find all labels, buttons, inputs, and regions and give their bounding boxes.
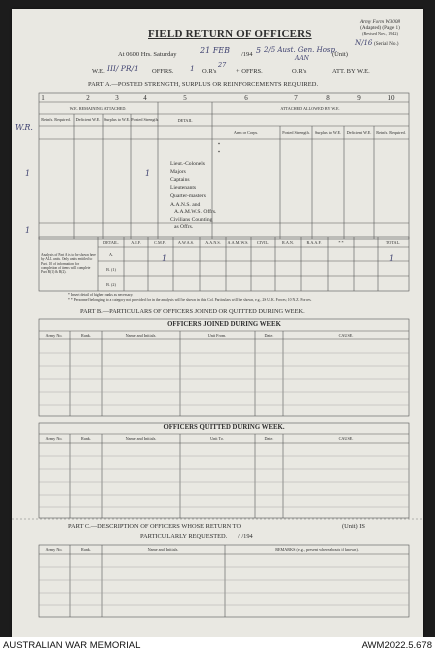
joined-col-head: Rank. [81,333,91,338]
hw-mark: 1 [145,169,151,178]
quitted-col-head: Army No. [45,436,63,441]
year-prefix: /194 [241,51,253,58]
form-ref: Army Form W3008 [359,19,401,25]
hw-year: 5 [256,46,262,55]
joined-col-head: Army No. [45,333,63,338]
analysis-col-head: A.A.M.W.S. [227,240,249,245]
col-num: 7 [294,94,298,102]
quitted-col-head: Unit To. [210,436,224,441]
col-num: 10 [387,94,395,102]
analysis-col-head: DETAIL. [103,240,119,245]
analysis-col-head: * * [338,240,344,245]
col-num: 5 [183,94,187,102]
form-ref-block [342,19,418,38]
asterisk-mark: * [217,151,221,156]
ors-label-2: O.R's [292,68,307,75]
hw-unit-sub: AAN [295,55,309,62]
detail-head: DETAIL [177,118,193,123]
col-num: 9 [357,94,361,102]
rank-label: Captains [170,177,190,183]
col-num: 2 [86,94,90,102]
col-num: 8 [326,94,330,102]
joined-col-head: Date. [264,333,274,338]
we-prefix: W.E. [92,68,105,75]
offrs-label: OFFRS. [152,68,174,75]
partc-col-head: Army No. [45,547,63,552]
serial-label: (Serial No.) [374,41,399,47]
col-num: 4 [143,94,147,102]
rank-label: Lieut.-Colonels [170,161,205,167]
rank-label: Lieutenants [170,185,197,191]
hw-date: 21 FEB [200,46,230,55]
quitted-col-head: Name and Initials. [125,436,157,441]
hw-mark: 1 [25,226,31,235]
att-col-head: Deficient W.E. [346,130,372,135]
att-col-head: Surplus to W.E. [314,130,342,135]
analysis-row: A. [108,252,114,257]
form-revised: (Revised Nov., 1942) [362,31,398,37]
quitted-col-head: Rank. [81,436,91,441]
hw-margin-note: W.R. [15,123,33,132]
serial-value: N/16 [355,39,373,47]
offrs-label-2: + OFFRS. [236,68,263,75]
part-c-heading-2: PARTICULARLY REQUESTED. [140,533,228,540]
rank-label: A.A.N.S. and [170,202,201,208]
we-group-label: W.E. REMAINING ATTACHED. [69,106,127,111]
joined-col-head: Unit From. [207,333,227,338]
rank-label: as Offrs. [174,224,194,230]
hw-mark: 1 [389,254,395,263]
analysis-col-head: CIVIL. [256,240,270,245]
quitted-col-head: CAUSE. [338,436,354,441]
rank-label: Quarter-masters [170,193,206,199]
att-label: ATT. BY W.E. [332,68,370,75]
footer-accession: AWM2022.5.678 [361,640,432,651]
quitted-title: OFFICERS QUITTED DURING WEEK. [163,424,285,431]
credit-footer [0,637,435,653]
analysis-note: Analysis of Part A is to be shown here by ALL units. Only units entitled to Part. 10 of information for completion of items will complete Part B(1) & B(2). [41,253,96,275]
we-col-head: Deficient W.E. [75,117,101,122]
partc-col-head: Rank. [81,547,91,552]
analysis-row: B. (2) [106,282,116,287]
we-col-head: Posted Strength. [131,117,159,122]
unit-label: (Unit) [332,51,348,58]
footnote-1: * Insert detail of higher ranks as necessary. [68,293,134,297]
col-num: 1 [41,94,45,102]
we-col-head: Surplus to W.E. [103,117,131,122]
attached-group-label: ATTACHED ALLOWED BY W.E. [280,106,340,111]
att-col-head: Posted Strength. [282,130,310,135]
analysis-col-head: C.M.F. [154,240,166,245]
att-col-head: Reinfs. Required. [376,130,406,135]
part-c-unit: (Unit) IS [342,523,365,530]
footnote-2: * * Personnel belonging to a category not provided for in the analysis will be shown in this Col. Particulars will be shown, e.g., 2S U.K. Forces; 10 N.Z. Forces. [68,298,312,302]
analysis-col-head: TOTAL. [385,240,401,245]
joined-title: OFFICERS JOINED DURING WEEK [167,321,281,328]
hw-ors: 27 [218,61,227,69]
form-adapted: (Adapted) (Page 1) [360,25,400,32]
we-col-head: Reinfs. Required. [41,117,71,122]
form-title: FIELD RETURN OF OFFICERS [148,28,312,40]
part-c-heading: PART C.—DESCRIPTION OF OFFICERS WHOSE RETURN TO [68,523,242,530]
hw-we: III/ PR/1 [107,64,139,73]
joined-col-head: Name and Initials. [125,333,157,338]
analysis-col-head: R.A.A.F. [306,240,322,245]
quitted-col-head: Date. [264,436,274,441]
analysis-row: B. (1) [106,267,116,272]
partc-col-head: REMARKS (e.g., present whereabouts if known). [275,547,359,552]
att-col-head: Arm or Corps. [233,130,259,135]
at-line: At 0600 Hrs. Saturday [118,51,177,58]
analysis-col-head: A.A.N.S. [205,240,221,245]
partc-col-head: Name and Initials. [147,547,179,552]
col-num: 6 [244,94,248,102]
rank-label: Civilians Counting [170,217,213,223]
hw-offrs: 1 [190,64,195,73]
joined-col-head: CAUSE. [338,333,354,338]
part-a-heading: PART A.—POSTED STRENGTH, SURPLUS OR REINFORCEMENTS REQUIRED. [88,81,319,88]
part-b-heading: PART B.—PARTICULARS OF OFFICERS JOINED OR QUITTED DURING WEEK. [80,308,305,315]
hw-mark: 1 [162,254,168,263]
rank-label: A.A.M.W.S. Offrs. [174,209,217,215]
footer-institution: AUSTRALIAN WAR MEMORIAL [3,640,141,651]
asterisk-mark: * [217,143,221,148]
ors-label: O.R's [202,68,217,75]
rank-label: Majors [170,169,186,175]
hw-mark: 1 [25,169,31,178]
analysis-col-head: R.A.N. [282,240,294,245]
analysis-col-head: A.W.A.S. [177,240,195,245]
form-sheet [12,9,423,637]
analysis-col-head: A.I.F. [131,240,141,245]
col-num: 3 [115,94,119,102]
part-c-date: / /194 [238,533,253,540]
hw-unit: 2/5 Aust. Gen. Hosp. [264,46,338,54]
